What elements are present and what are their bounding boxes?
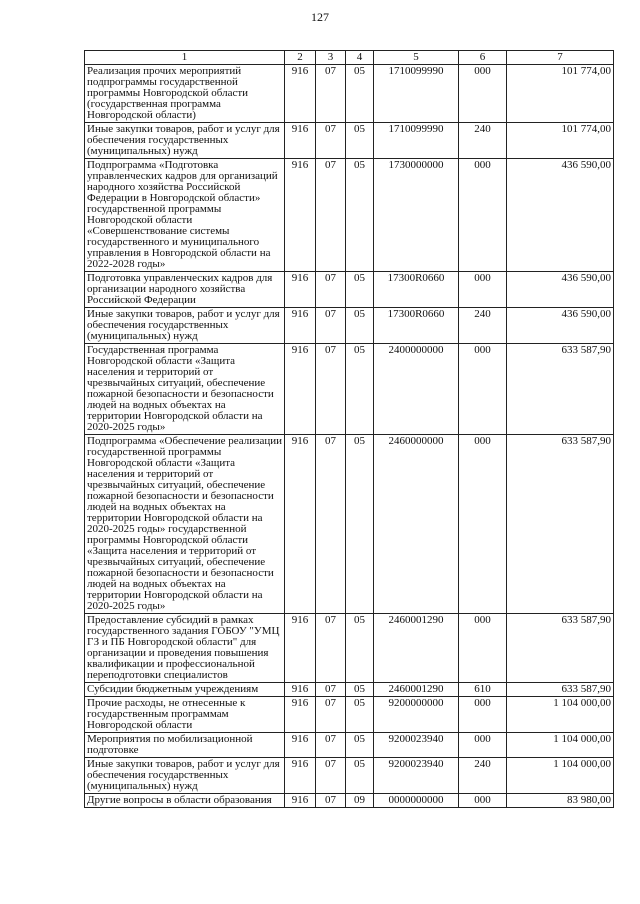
row-expense-type-cell: 000	[459, 435, 507, 614]
row-code-cell: 916	[285, 794, 316, 808]
row-code-cell: 916	[285, 614, 316, 683]
row-amount-cell: 1 104 000,00	[507, 697, 614, 733]
row-code-cell: 916	[285, 758, 316, 794]
table-row	[85, 344, 614, 435]
table-row	[85, 614, 614, 683]
row-name-cell: Иные закупки товаров, работ и услуг для обеспечения государственных (муниципальных) нужд	[85, 758, 285, 794]
budget-table	[84, 50, 614, 808]
row-subsection-cell: 05	[346, 435, 374, 614]
row-subsection-cell: 05	[346, 697, 374, 733]
row-name-cell: Подпрограмма «Обеспечение реализации государственной программы Новгородской области «Защита населения и территорий от чрезвычайных ситуаций, обеспечение пожарной безопасности и безопасности людей на водных объектах на территории Новгородской области на 2020-2025 годы» государственной программы Новгородской области «Защита населения и территорий от чрезвычайных ситуаций, обеспечение пожарной безопасности и безопасности людей на водных объектах на территории Новгородской области на 2020-2025 годы»	[85, 435, 285, 614]
row-name-cell: Предоставление субсидий в рамках государственного задания ГОБОУ "УМЦ ГЗ и ПБ Новгородской области" для организации и проведения повышения квалификации и профессиональной переподготовки специалистов	[85, 614, 285, 683]
row-target-article-cell: 1710099990	[374, 65, 459, 123]
table-row	[85, 159, 614, 272]
table-row	[85, 435, 614, 614]
row-name-cell: Иные закупки товаров, работ и услуг для обеспечения государственных (муниципальных) нужд	[85, 123, 285, 159]
row-expense-type-cell: 240	[459, 123, 507, 159]
row-subsection-cell: 05	[346, 733, 374, 758]
header-cell-4: 4	[346, 51, 374, 65]
row-section-cell: 07	[316, 272, 346, 308]
row-expense-type-cell: 000	[459, 697, 507, 733]
table-row	[85, 733, 614, 758]
row-subsection-cell: 05	[346, 123, 374, 159]
row-section-cell: 07	[316, 435, 346, 614]
row-target-article-cell: 2460001290	[374, 683, 459, 697]
row-amount-cell: 633 587,90	[507, 344, 614, 435]
header-row	[85, 51, 614, 65]
row-target-article-cell: 17300R0660	[374, 272, 459, 308]
row-name-cell: Мероприятия по мобилизационной подготовке	[85, 733, 285, 758]
row-expense-type-cell: 000	[459, 65, 507, 123]
row-code-cell: 916	[285, 697, 316, 733]
row-subsection-cell: 05	[346, 65, 374, 123]
row-amount-cell: 101 774,00	[507, 123, 614, 159]
row-name-cell: Прочие расходы, не отнесенные к государственным программам Новгородской области	[85, 697, 285, 733]
row-expense-type-cell: 000	[459, 272, 507, 308]
header-cell-1: 1	[85, 51, 285, 65]
row-name-cell: Подпрограмма «Подготовка управленческих кадров для организаций народного хозяйства Российской Федерации в Новгородской области» государственной программы Новгородской области «Совершенствование системы государственного и муниципального управления в Новгородской области на 2022-2028 годы»	[85, 159, 285, 272]
row-subsection-cell: 05	[346, 344, 374, 435]
row-expense-type-cell: 240	[459, 758, 507, 794]
row-amount-cell: 436 590,00	[507, 159, 614, 272]
row-code-cell: 916	[285, 272, 316, 308]
row-code-cell: 916	[285, 683, 316, 697]
row-amount-cell: 1 104 000,00	[507, 733, 614, 758]
header-cell-3: 3	[316, 51, 346, 65]
row-section-cell: 07	[316, 794, 346, 808]
row-target-article-cell: 1730000000	[374, 159, 459, 272]
header-cell-2: 2	[285, 51, 316, 65]
row-code-cell: 916	[285, 308, 316, 344]
row-section-cell: 07	[316, 159, 346, 272]
row-section-cell: 07	[316, 733, 346, 758]
row-target-article-cell: 9200023940	[374, 758, 459, 794]
row-amount-cell: 633 587,90	[507, 683, 614, 697]
row-name-cell: Субсидии бюджетным учреждениям	[85, 683, 285, 697]
table-row	[85, 794, 614, 808]
row-amount-cell: 1 104 000,00	[507, 758, 614, 794]
row-section-cell: 07	[316, 123, 346, 159]
row-expense-type-cell: 000	[459, 614, 507, 683]
row-subsection-cell: 05	[346, 683, 374, 697]
row-expense-type-cell: 000	[459, 794, 507, 808]
row-target-article-cell: 2460001290	[374, 614, 459, 683]
row-amount-cell: 633 587,90	[507, 435, 614, 614]
row-section-cell: 07	[316, 614, 346, 683]
row-target-article-cell: 0000000000	[374, 794, 459, 808]
header-cell-6: 6	[459, 51, 507, 65]
row-name-cell: Другие вопросы в области образования	[85, 794, 285, 808]
row-name-cell: Государственная программа Новгородской области «Защита населения и территорий от чрезвычайных ситуаций, обеспечение пожарной безопасности и безопасности людей на водных объектах на территории Новгородской области на 2020-2025 годы»	[85, 344, 285, 435]
row-target-article-cell: 2400000000	[374, 344, 459, 435]
page-number: 127	[311, 10, 329, 24]
row-name-cell: Иные закупки товаров, работ и услуг для обеспечения государственных (муниципальных) нужд	[85, 308, 285, 344]
row-expense-type-cell: 240	[459, 308, 507, 344]
row-name-cell: Реализация прочих мероприятий подпрограммы государственной программы Новгородской области (государственная программа Новгородской области)	[85, 65, 285, 123]
row-amount-cell: 101 774,00	[507, 65, 614, 123]
table-row	[85, 123, 614, 159]
row-code-cell: 916	[285, 123, 316, 159]
row-code-cell: 916	[285, 733, 316, 758]
row-section-cell: 07	[316, 758, 346, 794]
row-section-cell: 07	[316, 65, 346, 123]
row-expense-type-cell: 610	[459, 683, 507, 697]
row-target-article-cell: 2460000000	[374, 435, 459, 614]
row-subsection-cell: 05	[346, 614, 374, 683]
row-code-cell: 916	[285, 344, 316, 435]
row-amount-cell: 83 980,00	[507, 794, 614, 808]
row-section-cell: 07	[316, 308, 346, 344]
row-amount-cell: 436 590,00	[507, 308, 614, 344]
row-code-cell: 916	[285, 159, 316, 272]
row-subsection-cell: 05	[346, 159, 374, 272]
row-target-article-cell: 9200023940	[374, 733, 459, 758]
row-amount-cell: 633 587,90	[507, 614, 614, 683]
table-row	[85, 758, 614, 794]
row-expense-type-cell: 000	[459, 733, 507, 758]
header-cell-7: 7	[507, 51, 614, 65]
row-expense-type-cell: 000	[459, 159, 507, 272]
row-code-cell: 916	[285, 65, 316, 123]
table-row	[85, 697, 614, 733]
row-target-article-cell: 1710099990	[374, 123, 459, 159]
table-row	[85, 683, 614, 697]
row-name-cell: Подготовка управленческих кадров для организации народного хозяйства Российской Федерации	[85, 272, 285, 308]
row-subsection-cell: 09	[346, 794, 374, 808]
table-row	[85, 308, 614, 344]
row-subsection-cell: 05	[346, 308, 374, 344]
row-subsection-cell: 05	[346, 758, 374, 794]
row-section-cell: 07	[316, 697, 346, 733]
row-target-article-cell: 17300R0660	[374, 308, 459, 344]
table-row	[85, 65, 614, 123]
row-code-cell: 916	[285, 435, 316, 614]
row-subsection-cell: 05	[346, 272, 374, 308]
row-expense-type-cell: 000	[459, 344, 507, 435]
header-cell-5: 5	[374, 51, 459, 65]
row-amount-cell: 436 590,00	[507, 272, 614, 308]
row-target-article-cell: 9200000000	[374, 697, 459, 733]
table-row	[85, 272, 614, 308]
row-section-cell: 07	[316, 683, 346, 697]
row-section-cell: 07	[316, 344, 346, 435]
